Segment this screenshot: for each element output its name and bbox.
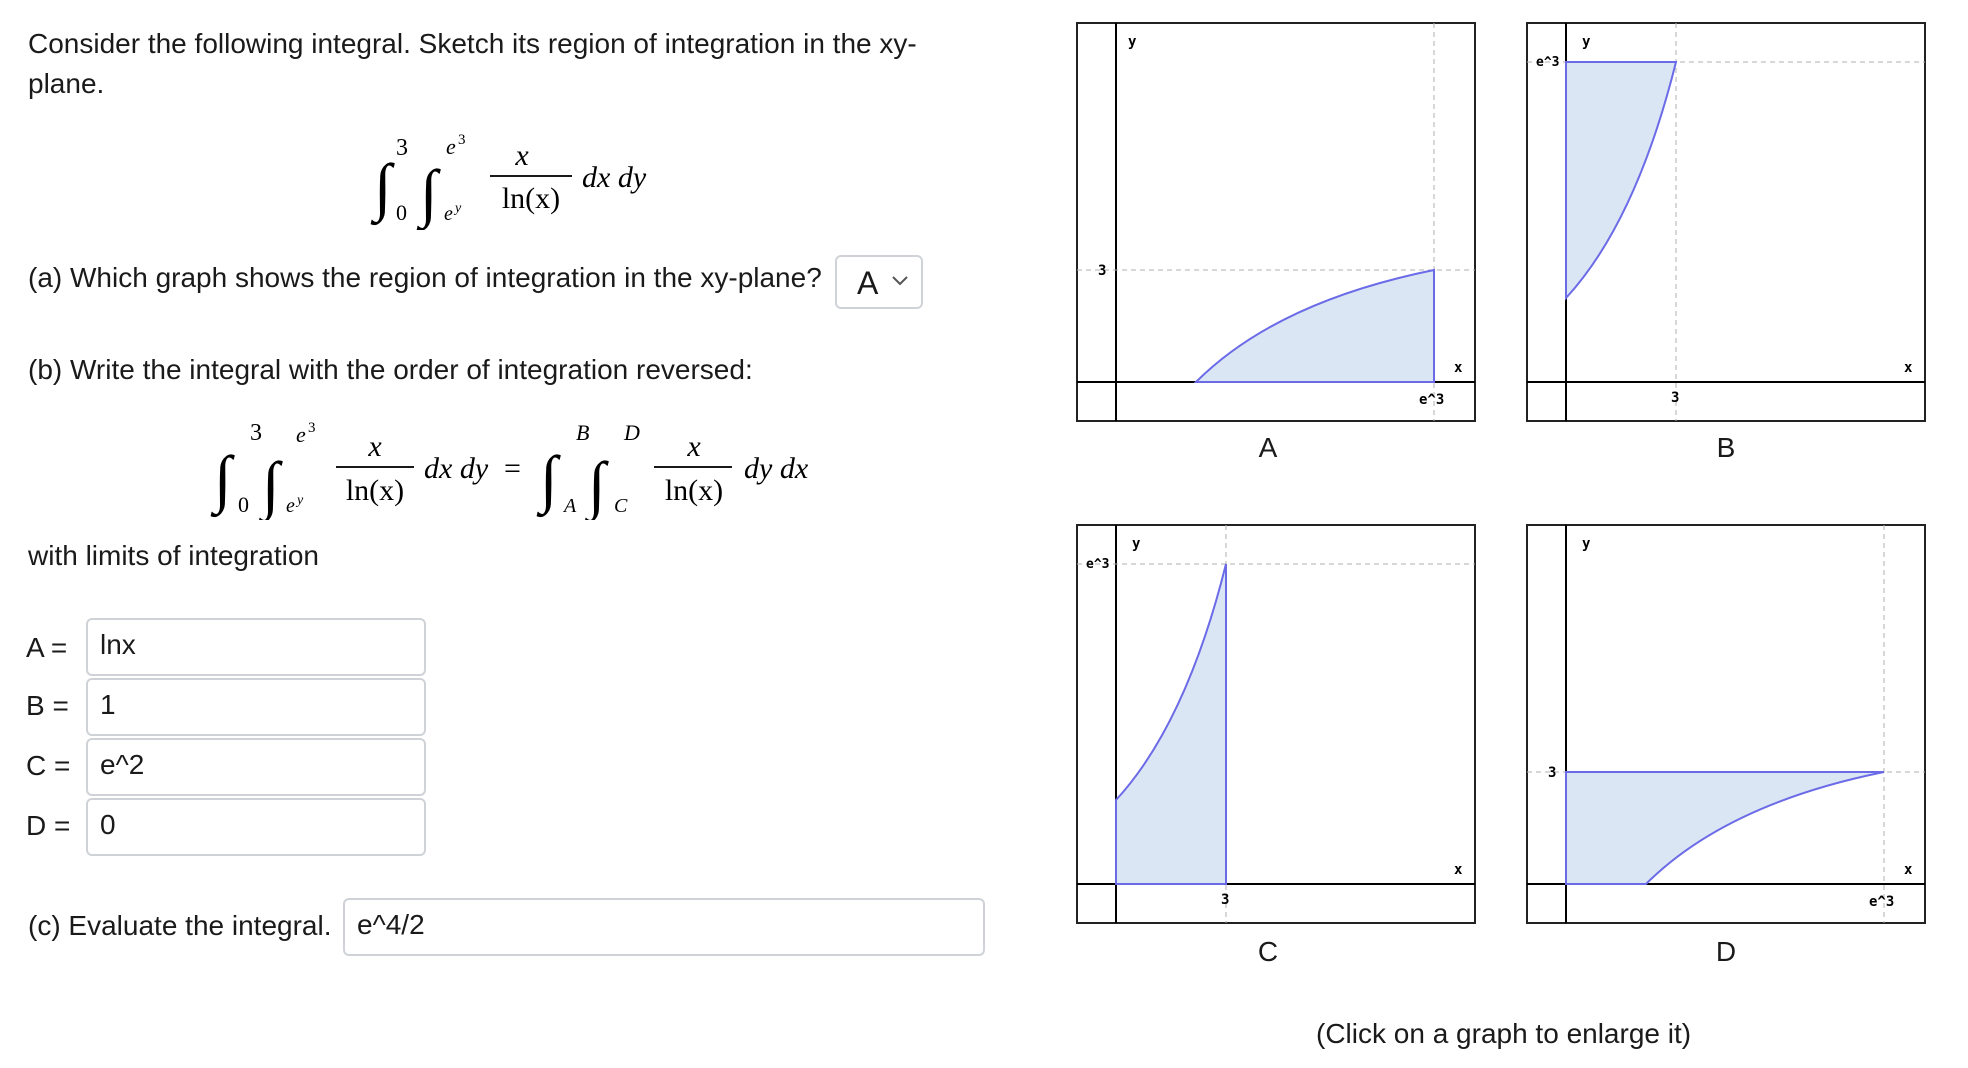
inner-lower-limit: e bbox=[444, 203, 453, 225]
limit-b-input[interactable]: 1 bbox=[86, 678, 426, 736]
graph-d-label: D bbox=[1715, 936, 1737, 967]
right-outer-lower: A bbox=[564, 495, 577, 517]
svg-text:∫: ∫ bbox=[374, 151, 392, 222]
graph-a[interactable] bbox=[1076, 22, 1476, 422]
question-intro-line1: Consider the following integral. Sketch its region of integration in the xy- bbox=[28, 28, 917, 59]
graph-c-y-tick: e^3 bbox=[1086, 557, 1110, 572]
integral-original bbox=[360, 120, 700, 230]
question-intro-line2: plane. bbox=[28, 68, 105, 99]
graph-b-label: B bbox=[1716, 432, 1736, 463]
limit-c-label: C = bbox=[26, 750, 71, 781]
left-denominator: ln(x) bbox=[345, 474, 405, 507]
evaluate-answer-input[interactable]: e^4/2 bbox=[343, 898, 985, 956]
right-inner-lower: C bbox=[614, 495, 628, 517]
graph-b-x-tick: 3 bbox=[1671, 390, 1680, 406]
graph-c-label: C bbox=[1257, 936, 1279, 967]
limits-heading: with limits of integration bbox=[28, 540, 320, 571]
part-a-question: (a) Which graph shows the region of integration in the xy-plane? bbox=[28, 262, 822, 293]
left-differentials: dx dy bbox=[424, 452, 489, 485]
outer-upper-limit: 3 bbox=[396, 135, 408, 161]
inner-lower-exp: y bbox=[455, 201, 462, 216]
limit-b-label: B = bbox=[26, 690, 69, 721]
graph-c[interactable] bbox=[1076, 524, 1476, 924]
graph-c-x-tick: 3 bbox=[1221, 892, 1230, 908]
left-inner-lower: e bbox=[286, 495, 295, 517]
limit-a-input[interactable]: lnx bbox=[86, 618, 426, 676]
right-outer-upper: B bbox=[576, 420, 590, 445]
left-outer-lower: 0 bbox=[238, 492, 249, 517]
integral-reversed bbox=[200, 410, 840, 520]
outer-lower-limit: 0 bbox=[396, 200, 407, 225]
part-c-question: (c) Evaluate the integral. bbox=[28, 910, 332, 941]
svg-text:∫: ∫ bbox=[540, 443, 558, 514]
graph-b[interactable] bbox=[1526, 22, 1926, 422]
chevron-down-icon bbox=[889, 269, 911, 291]
graph-d-y-tick: 3 bbox=[1548, 765, 1557, 781]
graph-a-y-tick: 3 bbox=[1098, 263, 1107, 279]
graph-d[interactable] bbox=[1526, 524, 1926, 924]
denominator: ln(x) bbox=[501, 182, 561, 215]
graph-a-x-tick: e^3 bbox=[1419, 392, 1445, 408]
part-b-question: (b) Write the integral with the order of integration reversed: bbox=[28, 354, 753, 385]
limit-d-label: D = bbox=[26, 810, 71, 841]
limit-d-input[interactable]: 0 bbox=[86, 798, 426, 856]
graph-c-x-axis-label: x bbox=[1454, 862, 1463, 878]
svg-text:∫: ∫ bbox=[214, 443, 232, 514]
graph-c-y-axis-label: y bbox=[1132, 536, 1141, 552]
left-inner-upper-exp: 3 bbox=[308, 420, 316, 436]
graph-b-y-axis-label: y bbox=[1582, 34, 1591, 50]
graph-a-x-axis-label: x bbox=[1454, 360, 1463, 376]
svg-text:∫: ∫ bbox=[420, 157, 438, 228]
svg-text:∫: ∫ bbox=[262, 449, 280, 520]
right-differentials: dy dx bbox=[744, 452, 809, 485]
graph-a-y-axis-label: y bbox=[1128, 34, 1137, 50]
graph-choice-value: A bbox=[857, 265, 879, 301]
left-inner-upper: e bbox=[296, 422, 306, 447]
graph-d-y-axis-label: y bbox=[1582, 536, 1591, 552]
limit-c-input[interactable]: e^2 bbox=[86, 738, 426, 796]
inner-upper-exp: 3 bbox=[458, 132, 466, 148]
left-inner-lower-exp: y bbox=[297, 493, 304, 508]
equals-sign: = bbox=[504, 452, 521, 485]
right-denominator: ln(x) bbox=[664, 474, 724, 507]
limit-a-label: A = bbox=[26, 632, 68, 663]
enlarge-hint: (Click on a graph to enlarge it) bbox=[1316, 1018, 1692, 1049]
inner-upper-limit: e bbox=[446, 134, 456, 159]
left-outer-upper: 3 bbox=[250, 420, 262, 446]
graph-b-y-tick: e^3 bbox=[1536, 55, 1560, 70]
svg-text:∫: ∫ bbox=[588, 449, 606, 520]
graph-b-x-axis-label: x bbox=[1904, 360, 1913, 376]
graph-d-x-tick: e^3 bbox=[1869, 894, 1895, 910]
left-numerator: x bbox=[368, 430, 382, 463]
graph-choice-select[interactable] bbox=[835, 255, 923, 309]
right-numerator: x bbox=[687, 430, 701, 463]
right-inner-upper: D bbox=[624, 420, 640, 445]
differentials: dx dy bbox=[582, 161, 647, 194]
numerator: x bbox=[515, 139, 529, 172]
graph-a-label: A bbox=[1258, 432, 1278, 463]
graph-d-x-axis-label: x bbox=[1904, 862, 1913, 878]
